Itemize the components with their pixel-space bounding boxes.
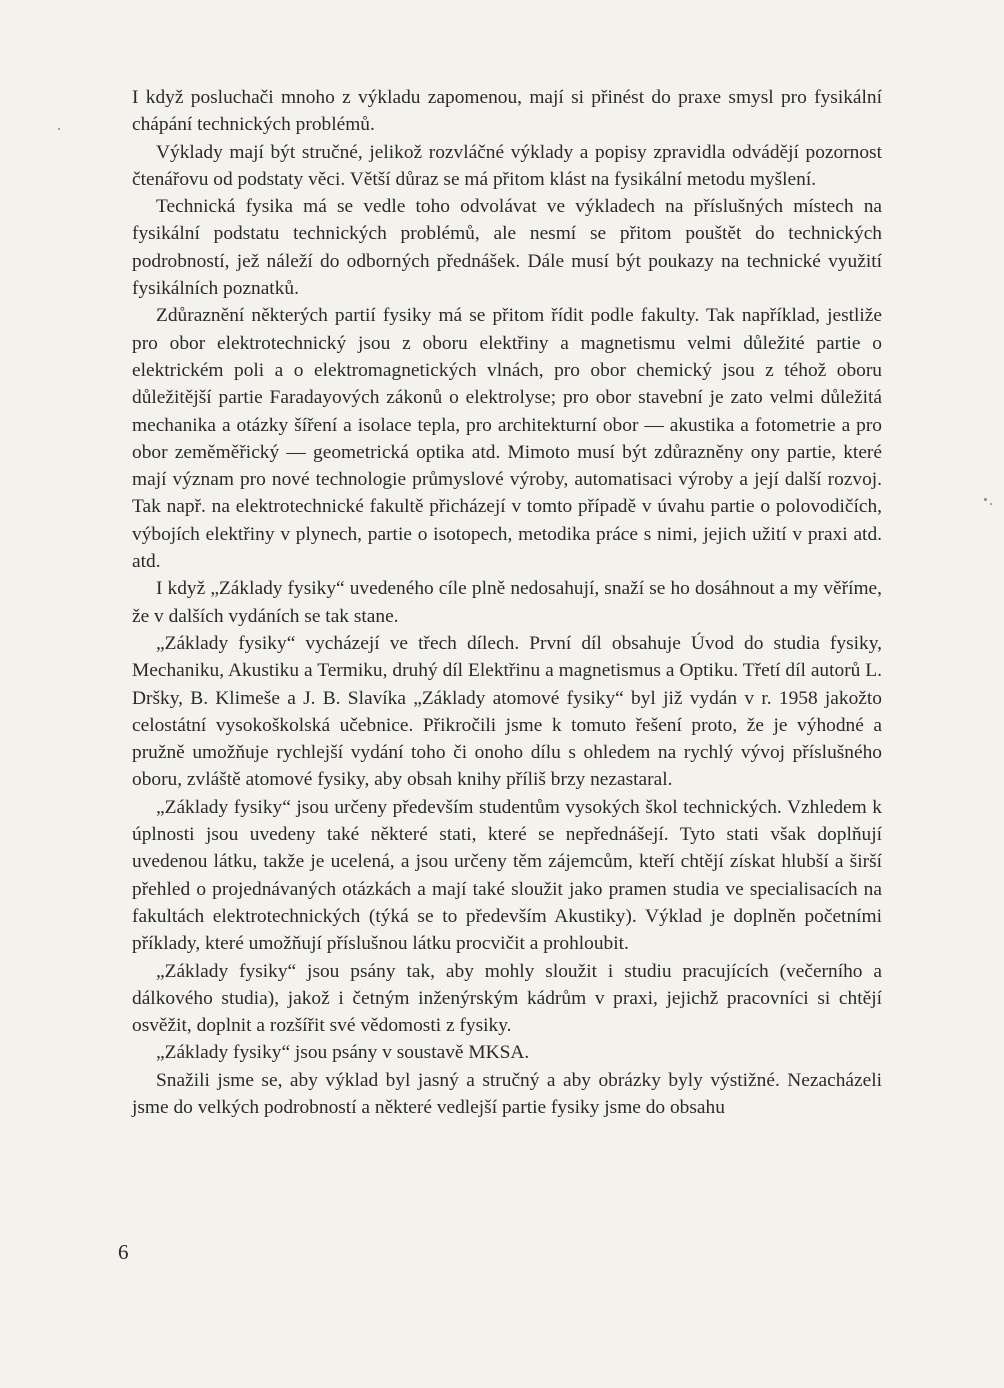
paragraph-7: „Základy fysiky“ jsou určeny především studentům vysokých škol technických. Vzhledem k úplnosti jsou uvedeny také některé stati, které se nepřednášejí. Tyto stati však doplňují uvedenou látku, takže je ucelená, a jsou určeny těm zájemcům, kteří chtějí získat hlubší a širší přehled o projednávaných otázkách a mají také sloužit jako pramen studia ve specialisacích na fakultách elektrotechnických (týká se to především Akustiky). Výklad je doplněn početními příklady, které umožňují příslušnou látku procvičit a prohloubit. <box>132 796 882 955</box>
paper-speck <box>58 128 60 130</box>
paragraph-8: „Základy fysiky“ jsou psány tak, aby mohly sloužit i studiu pracujících (večerního a dálkového studia), jakož i četným inženýrským kádrům v praxi, jejichž pracovníci si chtějí osvěžit, doplnit a rozšířit své vědomosti z fysiky. <box>132 960 882 1037</box>
page-number: 6 <box>118 1240 129 1264</box>
paragraph-10: Snažili jsme se, aby výklad byl jasný a stručný a aby obrázky byly výstižné. Nezacházeli jsme do velkých podrobností a některé vedlejší partie fysiky jsme do obsahu <box>132 1069 882 1118</box>
paragraph-6: „Základy fysiky“ vycházejí ve třech dílech. První díl obsahuje Úvod do studia fysiky, Mechaniku, Akustiku a Termiku, druhý díl Elektřinu a magnetismus a Optiku. Třetí díl autorů L. Dršky, B. Klimeše a J. B. Slavíka „Základy atomové fysiky“ byl již vydán v r. 1958 jakožto celostátní vysokoškolská učebnice. Přikročili jsme k tomuto řešení proto, že je výhodné a pružně umožňuje rychlejší vydání toho či onoho dílu s ohledem na rychlý vývoj příslušného oboru, zvláště atomové fysiky, aby obsah knihy příliš brzy nezastaral. <box>132 632 882 791</box>
paragraph-1: I když posluchači mnoho z výkladu zapomenou, mají si přinést do praxe smysl pro fysikální chápání technických problémů. <box>132 87 882 136</box>
paragraph-3: Technická fysika má se vedle toho odvolávat ve výkladech na příslušných místech na fysikální podstatu technických problémů, ale nesmí se přitom pouštět do technických podrobností, jež náleží do odborných přednášek. Dále musí být poukazy na technické využití fysikálních poznatků. <box>132 196 882 300</box>
paper-speck <box>984 498 987 501</box>
body-text <box>132 84 882 1121</box>
paragraph-2: Výklady mají být stručné, jelikož rozvláčné výklady a popisy zpravidla odvádějí pozornost čtenářovu od podstaty věci. Větší důraz se má přitom klást na fysikální metodu myšlení. <box>132 141 882 190</box>
paragraph-4: Zdůraznění některých partií fysiky má se přitom řídit podle fakulty. Tak například, jestliže pro obor elektrotechnický jsou z oboru elektřiny a magnetismu velmi důležité partie o elektrickém poli a o elektromagnetických vlnách, pro obor chemický jsou z téhož oboru důležitější partie Faradayových zákonů o elektrolyse; pro obor stavební je zato velmi důležitá mechanika a otázky šíření a isolace tepla, pro architekturní obor — akustika a fotometrie a pro obor zeměměřický — geometrická optika atd. Mimoto musí být zdůrazněny ony partie, které mají význam pro nové technologie průmyslové výroby, automatisaci výroby a její další rozvoj. Tak např. na elektrotechnické fakultě přicházejí v tomto případě v úvahu partie o polovodičích, výbojích elektřiny v plynech, partie o isotopech, metodika práce s nimi, jejich užití v praxi atd. atd. <box>132 305 882 573</box>
paper-speck <box>990 503 992 505</box>
paragraph-5: I když „Základy fysiky“ uvedeného cíle plně nedosahují, snaží se ho dosáhnout a my věříme, že v dalších vydáních se tak stane. <box>132 578 882 627</box>
paragraph-9: „Základy fysiky“ jsou psány v soustavě MKSA. <box>156 1042 530 1064</box>
